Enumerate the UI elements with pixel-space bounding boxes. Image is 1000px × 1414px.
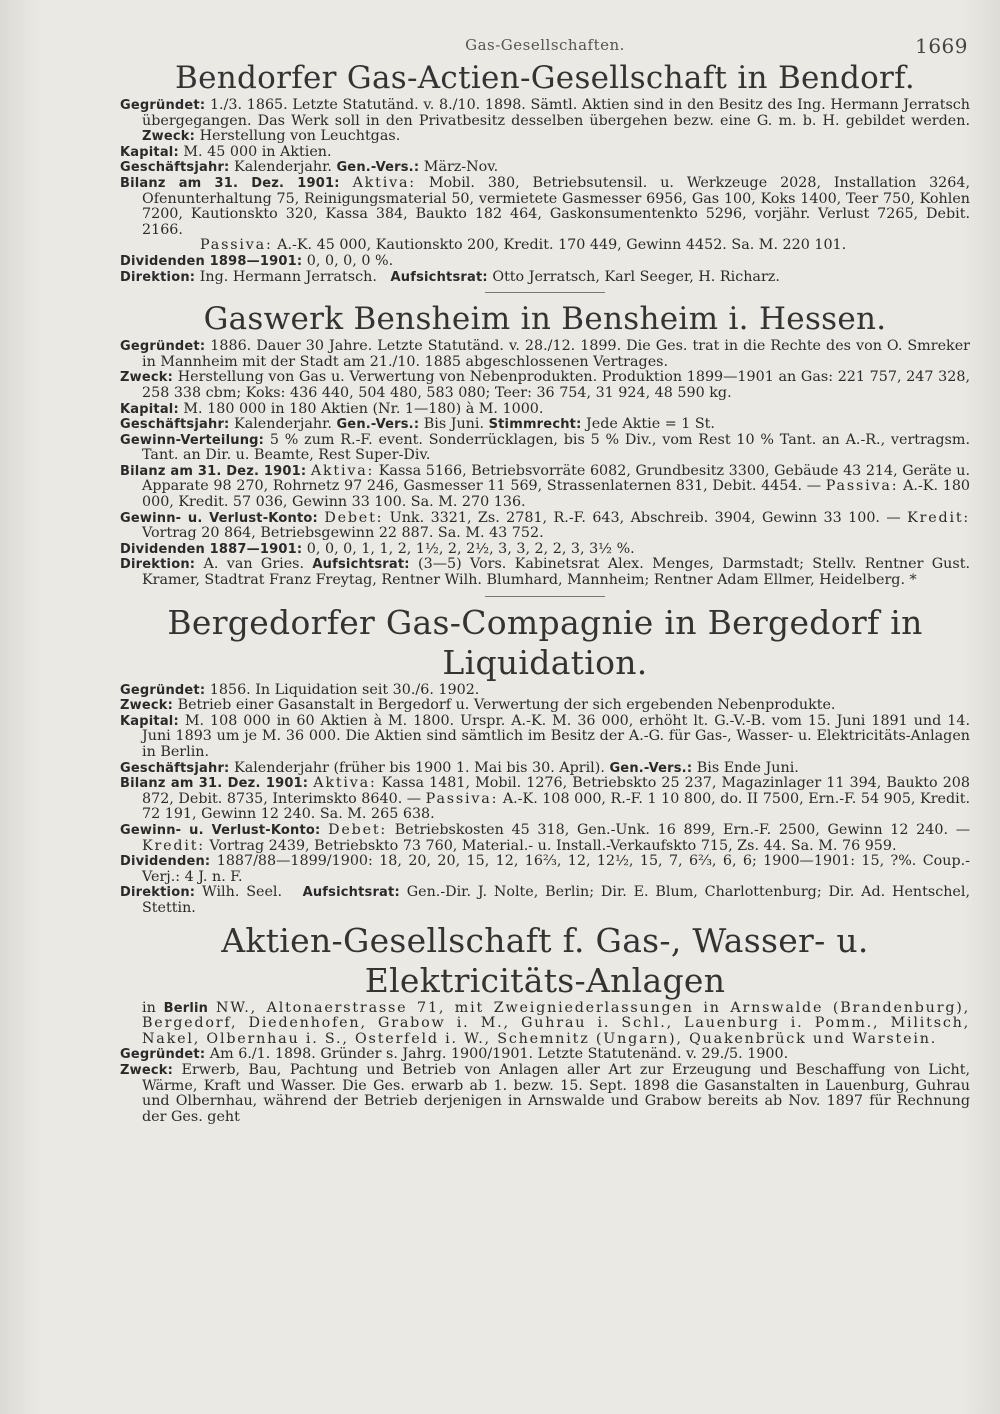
field-geschaeftsjahr: Geschäftsjahr: Kalenderjahr. Gen.-Vers.: März-Nov. bbox=[120, 159, 499, 176]
field-dividenden: Dividenden 1898—1901: 0, 0, 0, 0 %. bbox=[120, 252, 394, 269]
field-gegruendet: Gegründet: 1886. Dauer 30 Jahre. Letzte Statutänd. v. 28./12. 1899. Die Ges. trat in die Rechte des von O. Smreker in Mannheim mit der Stadt am 21./10. 1885 abgeschlossenen Vertrages. bbox=[120, 338, 970, 370]
field-bilanz: Bilanz am 31. Dez. 1901: Aktiva: Kassa 5166, Betriebsvorräte 6082, Grundbesitz 3300, Gebäude 43 214, Geräte u. Apparate 98 270, Rohrnetz 97 246, Gasmesser 11 569, Strassenlaternen 831, Debit. 4454. — Passiva: A.-K. 180 000, Kredit. 57 036, Gewinn 33 100. Sa. M. 270 136. bbox=[120, 462, 971, 511]
running-title: Gas-Gesellschaften. bbox=[465, 36, 625, 54]
entry-title: Gaswerk Bensheim in Bensheim i. Hessen. bbox=[203, 301, 887, 338]
entry-bergedorf bbox=[120, 603, 970, 917]
field-guv: Gewinn- u. Verlust-Konto: Debet: Betriebskosten 45 318, Gen.-Unk. 16 899, Ern.-F. 2500, Gewinn 12 240. — Kredit: Vortrag 2439, Betriebskto 73 760, Material.- u. Install.-Verkaufskto 715, Zs. 44. Sa. M. 76 959. bbox=[120, 821, 970, 854]
page-number: 1669 bbox=[915, 34, 968, 58]
entry-title: Aktien-Gesellschaft f. Gas-, Wasser- u. Elektricitäts-Anlagen bbox=[221, 920, 869, 1000]
section-divider bbox=[485, 292, 605, 293]
field-guv: Gewinn- u. Verlust-Konto: Debet: Unk. 3321, Zs. 2781, R.-F. 643, Abschreib. 3904, Gewinn 33 100. — Kredit: Vortrag 20 864, Betriebsgewinn 22 887. Sa. M. 43 752. bbox=[120, 509, 971, 542]
running-header bbox=[120, 36, 970, 58]
field-kapital: Kapital: M. 45 000 in Aktien. bbox=[120, 143, 332, 160]
entry-agwe bbox=[120, 921, 970, 1126]
field-direktion: Direktion: A. van Gries. Aufsichtsrat: (3—5) Vors. Kabinetsrat Alex. Menges, Darmstadt; Stellv. Rentner Gust. Kramer, Stadtrat Franz Freytag, Rentner Wilh. Blumhard, Mannheim; Rentner Adam Ellmer, Heidelberg. * bbox=[120, 556, 970, 589]
field-kapital: Kapital: M. 180 000 in 180 Aktien (Nr. 1—180) à M. 1000. bbox=[120, 400, 544, 417]
entry-bensheim bbox=[120, 299, 970, 589]
field-bilanz: Bilanz am 31. Dez. 1901: Aktiva: Kassa 1481, Mobil. 1276, Betriebskto 25 237, Magazinlager 11 394, Baukto 208 872, Debit. 8735, Interimskto 8640. — Passiva: A.-K. 108 000, R.-F. 1 10 800, do. II 7500, Ern.-F. 54 905, Kredit. 72 191, Gewinn 12 240. Sa. M. 265 638. bbox=[120, 775, 971, 823]
field-gegruendet: Gegründet: Am 6./1. 1898. Gründer s. Jahrg. 1900/1901. Letzte Statutenänd. v. 29./5. 1900. bbox=[120, 1046, 789, 1063]
field-geschaeftsjahr: Geschäftsjahr: Kalenderjahr (früher bis 1900 1. Mai bis 30. April). Gen.-Vers.: Bis Ende Juni. bbox=[120, 759, 799, 776]
field-zweck: Zweck: Erwerb, Bau, Pachtung und Betrieb von Anlagen aller Art zur Erzeugung und Beschaffung von Licht, Wärme, Kraft und Wasser. Die Ges. erwarb ab 1. bezw. 15. Sept. 1898 die Gasanstalten in Lauenburg, Guhrau und Olbernhau, während der Betrieb derjenigen in Arnswalde und Grabow bereits ab Nov. 1897 für Rechnung der Ges. geht bbox=[120, 1061, 971, 1125]
entry-bendorf bbox=[120, 58, 970, 285]
field-direktion: Direktion: Ing. Hermann Jerratsch. Aufsichtsrat: Otto Jerratsch, Karl Seeger, H. Richarz. bbox=[120, 268, 780, 285]
field-direktion: Direktion: Wilh. Seel. Aufsichtsrat: Gen.-Dir. J. Nolte, Berlin; Dir. E. Blum, Charlottenburg; Dir. Ad. Hentschel, Stettin. bbox=[120, 884, 971, 916]
field-geschaeftsjahr: Geschäftsjahr: Kalenderjahr. Gen.-Vers.: Bis Juni. Stimmrecht: Jede Aktie = 1 St. bbox=[120, 416, 715, 433]
entry-location: in Berlin NW., Altonaerstrasse 71, mit Zweigniederlassungen in Arnswalde (Brandenburg), Bergedorf, Diedenhofen, Grabow i. M., Guhrau i. Schl., Lauenburg i. Pomm., Militsch, Nakel, Olbernhau i. S., Osterfeld i. W., Schemnitz (Ungarn), Quakenbrück und Warstein. bbox=[142, 999, 970, 1047]
section-divider bbox=[485, 596, 605, 597]
entry-title: Bergedorfer Gas-Compagnie in Bergedorf in Liquidation. bbox=[167, 602, 923, 682]
entry-title: Bendorfer Gas-Actien-Gesellschaft in Bendorf. bbox=[174, 60, 916, 96]
field-gegruendet: Gegründet: 1./3. 1865. Letzte Statutänd. v. 8./10. 1898. Sämtl. Aktien sind in den Besitz des Ing. Hermann Jerratsch übergegangen. Das Werk soll in den Privatbesitz desselben übergehen bezw. eine G. m. b. H. gebildet werden. Zweck: Herstellung von Leuchtgas. bbox=[120, 97, 970, 145]
field-gewinn-verteilung: Gewinn-Verteilung: 5 % zum R.-F. event. Sonderrücklagen, bis 5 % Div., vom Rest 10 % Tant. an A.-R., vertragsm. Tant. an Dir. u. Beamte, Rest Super-Div. bbox=[120, 431, 970, 464]
field-passiva: Passiva: A.-K. 45 000, Kautionskto 200, Kredit. 170 449, Gewinn 4452. Sa. M. 220 101. bbox=[200, 237, 847, 254]
field-zweck: Zweck: Herstellung von Gas u. Verwertung von Nebenprodukten. Produktion 1899—1901 an Gas: 221 757, 247 328, 258 338 cbm; Koks: 436 440, 504 480, 583 080; Teer: 36 754, 31 924, 48 590 kg. bbox=[120, 369, 970, 401]
field-dividenden: Dividenden: 1887/88—1899/1900: 18, 20, 20, 15, 12, 16⅔, 12, 12½, 15, 7, 6⅔, 6, 6; 1900—1901: 15, ?%. Coup.-Verj.: 4 J. n. F. bbox=[120, 853, 970, 885]
field-gegruendet: Gegründet: 1856. In Liquidation seit 30./6. 1902. bbox=[120, 681, 480, 698]
field-zweck: Zweck: Betrieb einer Gasanstalt in Bergedorf u. Verwertung der sich ergebenden Nebenprodukte. bbox=[120, 697, 836, 714]
field-kapital: Kapital: M. 108 000 in 60 Aktien à M. 1800. Urspr. A.-K. M. 36 000, erhöht lt. G.-V.-B. vom 15. Juni 1891 und 14. Juni 1893 um je M. 36 000. Die Aktien sind sämtlich im Besitz der A.-G. für Gas-, Wasser- u. Elektricitäts-Anlagen in Berlin. bbox=[120, 712, 971, 760]
field-bilanz: Bilanz am 31. Dez. 1901: Aktiva: Mobil. 380, Betriebsutensil. u. Werkzeuge 2028, Installation 3264, Ofenunterhaltung 75, Reinigungsmaterial 50, vermietete Gasmesser 6956, Gas 100, Koks 1400, Teer 750, Kohlen 7200, Kautionskto 320, Kassa 384, Baukto 182 464, Gaskonsumentenkto 5296, vorjähr. Verlust 7265, Debit. 2166. bbox=[120, 174, 971, 238]
field-dividenden: Dividenden 1887—1901: 0, 0, 0, 1, 1, 2, 1½, 2, 2½, 3, 3, 2, 2, 3, 3½ %. bbox=[120, 540, 635, 557]
